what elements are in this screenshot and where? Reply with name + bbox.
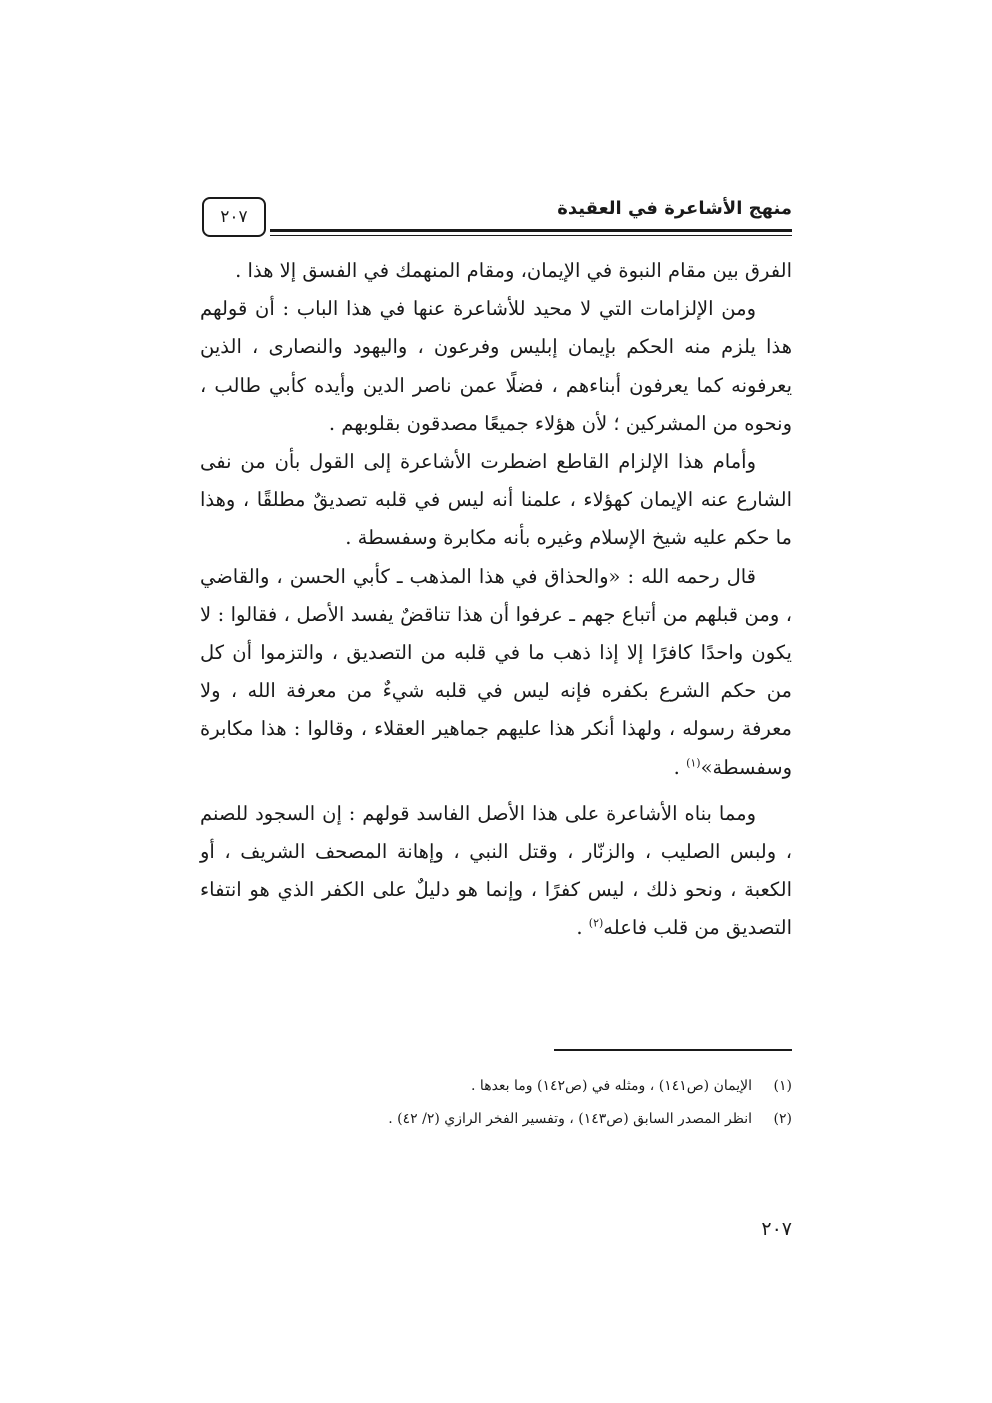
- footnotes: [200, 1070, 792, 1136]
- footnote-ref-2[interactable]: (٢): [588, 916, 604, 930]
- header-page-number-box: [202, 197, 266, 237]
- paragraph-5: [200, 795, 792, 948]
- header-rule-thick: [270, 229, 792, 232]
- paragraph-3: [200, 443, 792, 558]
- footnote-1-number: (١): [773, 1078, 792, 1094]
- paragraph-4-text: قال رحمه الله : «والحذاق في هذا المذهب ـ كأبي الحسن ، والقاضي ، ومن قبلهم من أتباع جهم ـ عرفوا أن هذا تناقضٌ يفسد الأصل ، فقالوا : لا يكون واحدًا كافرًا إلا إذا ذهب ما في قلبه من التصديق ، والتزموا أن كل من حكم الشرع بكفره فإنه ليس في قلبه شيءٌ من معرفة الله ، ولا معرفة رسوله ، ولهذا أنكر هذا عليهم جماهير العقلاء ، وقالوا : هذا مكابرة وسفسطة»: [200, 564, 792, 779]
- paragraph-4-quote: [200, 558, 792, 787]
- main-text: [200, 252, 792, 948]
- footnote-2-text: انظر المصدر السابق (ص١٤٣) ، وتفسير الفخر الرازي (٢/ ٤٢) .: [388, 1111, 752, 1127]
- paragraph-2-text: ومن الإلزامات التي لا محيد للأشاعرة عنها في هذا الباب : أن قولهم هذا يلزم منه الحكم بإيمان إبليس وفرعون ، واليهود والنصارى ، الذين يعرفونه كما يعرفون أبناءهم ، فضلًا عمن ناصر الدين وأيده كأبي طالب ، ونحوه من المشركين ؛ لأن هؤلاء جميعًا مصدقون بقلوبهم .: [200, 297, 792, 435]
- paragraph-5-end: .: [576, 916, 589, 940]
- footnote-1-text: الإيمان (ص١٤١) ، ومثله في (ص١٤٢) وما بعدها .: [471, 1078, 752, 1094]
- header-rule-thin: [270, 235, 792, 236]
- paragraph-4-end: .: [673, 755, 687, 779]
- paragraph-2: [200, 290, 792, 443]
- paragraph-5-text: ومما بناه الأشاعرة على هذا الأصل الفاسد قولهم : إن السجود للصنم ، ولبس الصليب ، والزنّار ، وقتل النبي ، وإهانة المصحف الشريف ، أو الكعبة ، ونحو ذلك ، ليس كفرًا ، وإنما هو دليلٌ على الكفر الذي هو انتفاء التصديق من قلب فاعله: [200, 801, 792, 940]
- footnote-separator: [554, 1049, 792, 1051]
- header-page-number: ٢٠٧: [220, 207, 248, 227]
- running-title: منهج الأشاعرة في العقيدة: [557, 198, 792, 219]
- footnote-2-number: (٢): [773, 1111, 792, 1127]
- paragraph-1-text: الفرق بين مقام النبوة في الإيمان، ومقام المنهمك في الفسق إلا هذا .: [235, 259, 792, 282]
- page-folio: ٢٠٧: [761, 1218, 792, 1240]
- footnote-1: [200, 1070, 792, 1103]
- paragraph-3-text: وأمام هذا الإلزام القاطع اضطرت الأشاعرة إلى القول بأن من نفى الشارع عنه الإيمان كهؤلاء ، علمنا أنه ليس في قلبه تصديقٌ مطلقًا ، وهذا ما حكم عليه شيخ الإسلام وغيره بأنه مكابرة وسفسطة .: [200, 450, 792, 550]
- footnote-2: [200, 1103, 792, 1136]
- paragraph-1: [200, 252, 792, 290]
- footnote-ref-1[interactable]: (١): [686, 756, 701, 770]
